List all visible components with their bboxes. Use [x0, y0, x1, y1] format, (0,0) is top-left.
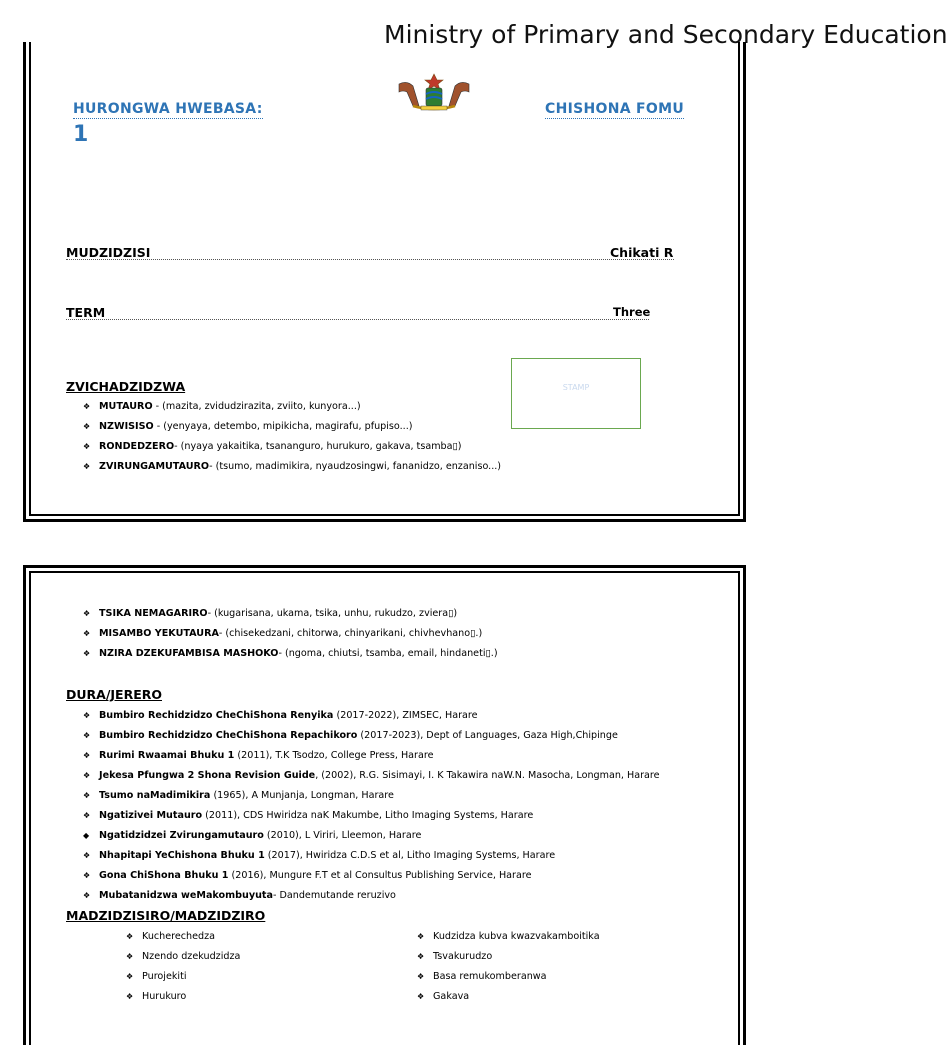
methods-list-left [126, 930, 240, 1010]
method-item: ❖ Basa remukomberanwa [417, 971, 547, 982]
term-line [66, 319, 649, 320]
bullet-diamond-icon: ❖ [83, 442, 91, 451]
content-heading: ZVICHADZIDZWA [66, 379, 186, 394]
bullet-diamond-icon: ❖ [417, 972, 425, 981]
bullet-diamond-icon: ❖ [83, 871, 91, 880]
book-item: ❖ Gona ChiShona Bhuku 1 (2016), Mungure F.T et al Consultus Publishing Service, Harare [83, 870, 532, 881]
top-heading: Ministry of Primary and Secondary Education [384, 20, 948, 49]
bullet-diamond-icon: ❖ [83, 791, 91, 800]
book-item: ❖ Tsumo naMadimikira (1965), A Munjanja, Longman, Harare [83, 790, 394, 801]
bullet-diamond-icon: ❖ [417, 932, 425, 941]
book-item: ❖ Rurimi Rwaamai Bhuku 1 (2011), T.K Tsodzo, College Press, Harare [83, 750, 434, 761]
bullet-diamond-icon: ❖ [417, 992, 425, 1001]
book-item: ❖ Bumbiro Rechidzidzo CheChiShona Renyika (2017-2022), ZIMSEC, Harare [83, 710, 478, 721]
method-item: ❖ Kudzidza kubva kwazvakamboitika [417, 931, 600, 942]
bullet-solid-diamond-icon: ◆ [83, 831, 90, 840]
method-item: ❖ Purojekiti [126, 971, 187, 982]
bullet-diamond-icon: ❖ [83, 891, 91, 900]
method-item: ❖ Gakava [417, 991, 470, 1002]
page-1-right-title: CHISHONA FOMU [545, 101, 684, 117]
bullet-diamond-icon: ❖ [83, 811, 91, 820]
stamp-box [511, 358, 641, 429]
teacher-line [66, 259, 674, 260]
list-item: ❖ MUTAURO - (mazita, zvidudzirazita, zviito, kunyora...) [83, 401, 361, 412]
method-item: ❖ Hurukuro [126, 991, 187, 1002]
method-item: ❖ Kucherechedza [126, 931, 216, 942]
list-item: ❖ TSIKA NEMAGARIRO- (kugarisana, ukama, tsika, unhu, rukudzo, zviera▯) [83, 608, 458, 619]
method-item: ❖ Nzendo dzekudzidza [126, 951, 241, 962]
list-item: ❖ ZVIRUNGAMUTAURO- (tsumo, madimikira, nyaudzosingwi, fananidzo, enzaniso...) [83, 461, 502, 472]
bullet-diamond-icon: ❖ [83, 462, 91, 471]
bullet-diamond-icon: ❖ [83, 731, 91, 740]
books-list [83, 709, 660, 909]
teacher-label: MUDZIDZISI [66, 245, 151, 260]
bullet-diamond-icon: ❖ [83, 629, 91, 638]
stamp-label: STAMP [562, 383, 590, 392]
bullet-diamond-icon: ❖ [83, 402, 91, 411]
page-1-left-title: HURONGWA HWEBASA: [73, 101, 263, 117]
coat-of-arms-emblem [393, 72, 475, 112]
book-item: ❖ Nhapitapi YeChishona Bhuku 1 (2017), Hwiridza C.D.S et al, Litho Imaging Systems, Harare [83, 850, 556, 861]
bullet-diamond-icon: ❖ [83, 649, 91, 658]
list-item: ❖ NZWISISO - (yenyaya, detembo, mipikicha, magirafu, pfupiso...) [83, 421, 413, 432]
content-list-continued [83, 607, 498, 667]
book-item: ❖ Bumbiro Rechidzidzo CheChiShona Repachikoro (2017-2023), Dept of Languages, Gaza High,Chipinge [83, 730, 618, 741]
bullet-diamond-icon: ❖ [126, 932, 134, 941]
bullet-diamond-icon: ❖ [126, 992, 134, 1001]
bullet-diamond-icon: ❖ [83, 751, 91, 760]
bullet-diamond-icon: ❖ [83, 851, 91, 860]
bullet-diamond-icon: ❖ [83, 771, 91, 780]
dura-heading: DURA/JERERO [66, 687, 162, 702]
term-label: TERM [66, 305, 106, 320]
book-item: ◆ Ngatidzidzei Zvirungamutauro (2010), L Viriri, Lleemon, Harare [83, 830, 422, 841]
bullet-diamond-icon: ❖ [417, 952, 425, 961]
form-number: 1 [73, 122, 89, 147]
bullet-diamond-icon: ❖ [83, 609, 91, 618]
bullet-diamond-icon: ❖ [126, 952, 134, 961]
book-item: ❖ Ngatizivei Mutauro (2011), CDS Hwiridza naK Makumbe, Litho Imaging Systems, Harare [83, 810, 534, 821]
book-item: ❖ Jekesa Pfungwa 2 Shona Revision Guide, (2002), R.G. Sisimayi, I. K Takawira naW.N. Masocha, Longman, Harare [83, 770, 660, 781]
list-item: ❖ RONDEDZERO- (nyaya yakaitika, tsananguro, hurukuro, gakava, tsamba▯) [83, 441, 462, 452]
term-value: Three [613, 305, 651, 319]
list-item: ❖ NZIRA DZEKUFAMBISA MASHOKO- (ngoma, chiutsi, tsamba, email, hindaneti▯.) [83, 648, 498, 659]
book-item: ❖ Mubatanidzwa weMakombuyuta- Dandemutande reruzivo [83, 890, 396, 901]
list-item: ❖ MISAMBO YEKUTAURA- (chisekedzani, chitorwa, chinyarikani, chivhevhano▯.) [83, 628, 483, 639]
method-item: ❖ Tsvakurudzo [417, 951, 493, 962]
methods-heading: MADZIDZISIRO/MADZIDZIRO [66, 908, 266, 923]
methods-list-right [417, 930, 600, 1010]
teacher-value: Chikati R [610, 245, 674, 260]
bullet-diamond-icon: ❖ [83, 422, 91, 431]
bullet-diamond-icon: ❖ [126, 972, 134, 981]
content-list [83, 400, 501, 480]
bullet-diamond-icon: ❖ [83, 711, 91, 720]
